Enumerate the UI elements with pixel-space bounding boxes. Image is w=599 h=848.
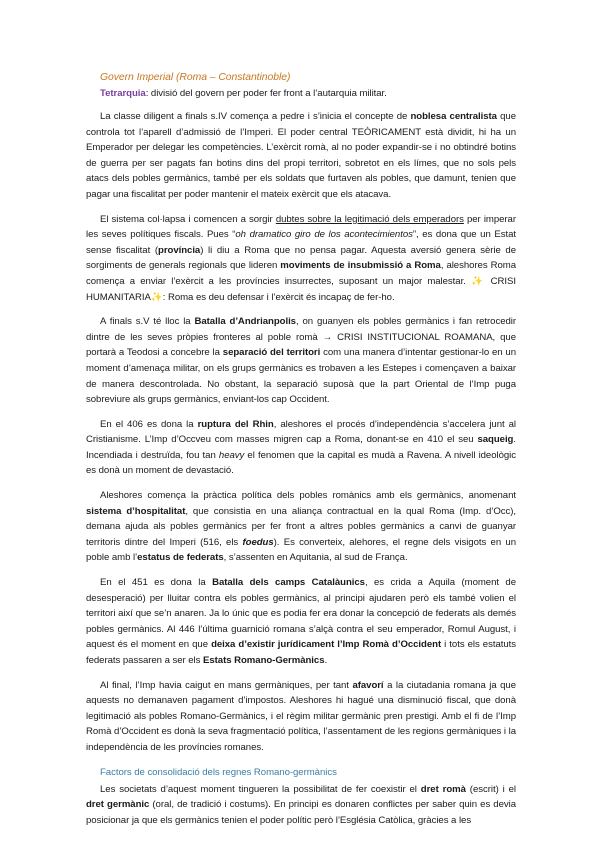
paragraph-cataláunics bbox=[86, 575, 516, 669]
text-run: que controla tot l’aparell d’admissió de l’Imperi. El poder central TEÒRICAMENT està dividit, hi ha un Emperador per delegar les competències. L’exèrcit romà, al no poder expandir-se i no obtindré botins de guerra per ser pagats fan botins dins del propi territori, sobretot en els límes, que no sols pels atacs dels pobles germànics, també per els soldats que furtaven als pobles, que damunt, tenien que pagar una fiscalitat per poder mantenir el mateix exèrcit que els atacava. bbox=[86, 111, 516, 200]
text-run: En el 451 es dona la bbox=[100, 577, 213, 589]
text-run: Al final, l’Imp havia caigut en mans germàniques, per tant bbox=[100, 679, 353, 691]
text-run: (escrit) i el bbox=[465, 783, 516, 795]
paragraph-rhin bbox=[86, 417, 516, 479]
bold-term: província bbox=[158, 244, 201, 256]
paragraph-noblesa bbox=[86, 109, 516, 203]
text-run: el fenomen que la capital es mudà a Ravena. A nivell ideològic es donà un moment de devastació. bbox=[86, 449, 516, 477]
text-run: com una manera d’intentar gestionar-lo en un moment d’amenaça militar, on els grups germànics es trobaven a les Estepes i començaven a baixar de manera descontrolada. No obstant, la separació suposà que la part Oriental de l’Imp puga sobreviure als grups germànics, enviant-los cap Occident. bbox=[86, 347, 516, 406]
italic-quote: oh dramatico giro de los acontecimientos bbox=[235, 229, 413, 241]
bold-term: saqueig bbox=[477, 434, 514, 446]
bold-italic-term: foedus bbox=[242, 536, 274, 548]
text-run: , aleshores Roma comença a enviar l’exèrcit a les províncies insurrectes, suposant un major malestar. ✨ CRISI HUMANITARIA✨: Roma es deu defensar i l’exèrcit és incapaç de fer-ho. bbox=[86, 260, 517, 303]
bold-term: dret romà bbox=[420, 783, 466, 795]
text-run: Aleshores comença la pràctica política dels pobles romànics amb els germànics, anomenant bbox=[100, 490, 516, 502]
tetrarquia-text: : divisió del govern per poder fer front a l’autarquia militar. bbox=[145, 88, 387, 99]
tetrarquia-definition bbox=[100, 86, 516, 101]
text-run: a la ciutadania romana ja que aquests no demanaven pagament d’impostos. Aleshores hi hagué una disminució fiscal, que donà legitimació als pobles Romano-Germànics, i el règim militar germànic pren prestigi. Amb el fi de l’Imp Romà d’Occident es donà la seva fragmentació política, l’assentament de les regions germàniques i la independència de les províncies romanes. bbox=[86, 679, 517, 753]
paragraph-final bbox=[86, 678, 516, 756]
text-run: , es crida a Aquila (moment de desesperació) per lluitar contra els pobles germànics, al principi ajudaren però els també volien el territori així que se’n anaren. Ja lo únic que es podia fer era donar la concepció de federats als demés pobles germànics. Al 446 l’última guarnició romana s’alçà contra el seu emperador, Romul August, i aquest és el moment en que bbox=[86, 577, 516, 651]
section-heading: Factors de consolidació dels regnes Romano-germànics bbox=[100, 766, 337, 778]
bold-term: estatus de federats bbox=[137, 552, 224, 564]
paragraph-legitimacio bbox=[86, 212, 516, 306]
text-run: La classe diligent a finals s.IV comença a pedre i s’inicia el concepte de bbox=[100, 111, 411, 122]
bold-term: afavorí bbox=[352, 679, 384, 691]
document-body bbox=[86, 70, 516, 837]
text-run: ). Es converteix, alehores, el regne dels visigots en un poble amb l’ bbox=[86, 536, 516, 564]
tetrarquia-term: Tetrarquia bbox=[100, 88, 146, 99]
bold-term: Estats Romano-Germànics bbox=[203, 655, 325, 666]
text-run: , on guanyen els pobles germànics i fan retrocedir dintre de les seves pròpies fronteres al poble romà → CRISI INSTITUCIONAL ROAMANA, que portarà a Teodosi a concebre la bbox=[86, 316, 516, 359]
page-title: Govern Imperial (Roma – Constantinoble) bbox=[100, 72, 291, 83]
text-run: En el 406 es dona la bbox=[100, 418, 198, 430]
text-run: A finals s.V té lloc la bbox=[100, 316, 195, 328]
text-run: ) li diu a Roma que no pensa pagar. Aquesta aversió genera sèrie de sorgiments de generals regionals que lideren bbox=[86, 244, 516, 272]
text-run: (oral, de tradició i costums). En principi es donaren conflictes per saber quin es devia posicionar ja que els germànics tenien el poder polític però l’Església Catòlica, gràcies a les bbox=[86, 799, 516, 826]
bold-term: sistema d’hospitalitat bbox=[86, 505, 186, 517]
text-run: . bbox=[324, 655, 328, 666]
paragraph-hospitalitat bbox=[86, 488, 516, 566]
text-run: Les societats d’aquest moment tingueren la possibilitat de fer coexistir el bbox=[100, 783, 421, 795]
italic-term: heavy bbox=[218, 449, 245, 461]
bold-term: Batalla d’Andrianpolis bbox=[194, 316, 296, 328]
bold-term: deixa d’existir jurídicament l’Imp Romà d’Occident bbox=[211, 639, 442, 651]
paragraph-andrianpolis bbox=[86, 314, 516, 408]
underlined-term: dubtes sobre la legitimació dels emperadors bbox=[275, 213, 464, 225]
text-run: ”, es dona que un Estat sense fiscalitat ( bbox=[86, 229, 516, 256]
bold-term: Batalla dels camps Catalàunics bbox=[212, 577, 365, 589]
text-run: El sistema col·lapsa i comencen a sorgir bbox=[100, 213, 276, 225]
text-run: , aleshores el procés d’independència s’accelera junt al Cristianisme. L’Imp d’Occveu com masses migren cap a Roma, donant-se en 410 el seu bbox=[86, 418, 516, 446]
bold-term: moviments de insubmissió a Roma bbox=[280, 260, 441, 272]
bold-term: separació del territori bbox=[222, 347, 321, 359]
paragraph-dret bbox=[86, 782, 516, 829]
text-run: , s’assenten en Aquitania, al sud de França. bbox=[223, 552, 408, 564]
text-run: per imperar les seves polítiques fiscals. Pues “ bbox=[86, 213, 516, 241]
bold-term: dret germànic bbox=[86, 799, 150, 811]
bold-term: ruptura del Rhin bbox=[197, 418, 274, 430]
text-run: i tots els estatuts federats passaren a ser els bbox=[86, 639, 517, 666]
text-run: , que consistia en una aliança contractual en la qual Roma (Imp. d’Occ), demana ajuda als pobles germànics per fer front a altres pobles germànics a canvi de guanyar territoris dintre del Imperi (516, els bbox=[86, 505, 516, 548]
text-run: . Incendiada i destruïda, fou tan bbox=[86, 434, 516, 461]
bold-term: noblesa centralista bbox=[410, 111, 497, 122]
